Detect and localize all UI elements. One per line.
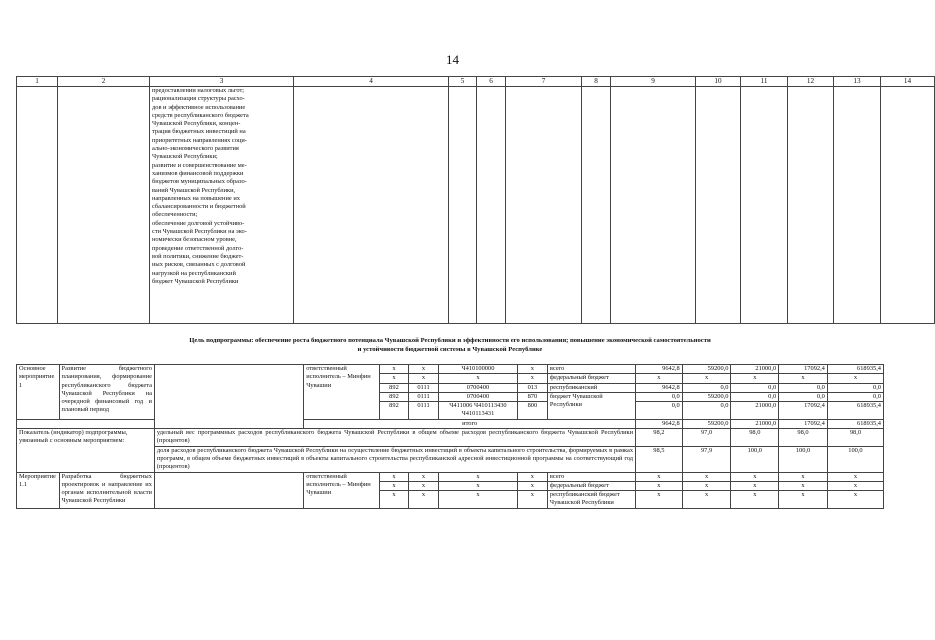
task-line: бюджет Чувашской Республики (152, 277, 239, 285)
column-numbers-row (17, 77, 935, 87)
task-line: ных рисков, связанных с долговой (152, 261, 246, 269)
cell-value: 98,2 (636, 429, 683, 447)
task-line: нагрузкой на республиканский (152, 269, 236, 277)
cell-value: 21000,0 (731, 419, 779, 428)
col-number: 4 (294, 77, 449, 87)
cell-target: 0700400 (439, 392, 518, 401)
cell-value: 0,0 (682, 402, 731, 420)
task-line: средств республиканского бюджета (152, 111, 249, 119)
cell-source: всего (547, 365, 635, 374)
tasks-row (17, 87, 935, 324)
events-table (16, 364, 884, 509)
cell-section: 0111 (408, 392, 438, 401)
col-number: 8 (582, 77, 611, 87)
cell-value: 59200,0 (682, 392, 731, 401)
goal-line: и устойчивости бюджетной системы в Чувашской Республике (357, 346, 543, 353)
task-line: Чувашской Республики, концен- (152, 120, 241, 128)
cell-expense-group: x (517, 491, 547, 509)
cell-target: x (439, 481, 518, 490)
cell-value: 97,0 (682, 429, 731, 447)
cell-value: 21000,0 (731, 402, 779, 420)
cell-target: x (439, 472, 518, 481)
page-number: 14 (446, 52, 459, 67)
col-number: 12 (788, 77, 834, 87)
event-row (17, 472, 884, 481)
task-line: предоставлении налоговых льгот; (152, 87, 245, 94)
task-line: номически безопасном уровне, (152, 236, 237, 244)
task-line: ханизмов финансовой поддержки (152, 169, 244, 177)
cell-section: x (408, 365, 438, 374)
col-number: 9 (611, 77, 696, 87)
cell-value: 0,0 (636, 392, 683, 401)
cell-target: x (439, 374, 518, 383)
cell-source: бюджет Чувашской Республики (547, 392, 635, 419)
col-number: 5 (449, 77, 477, 87)
cell-grbs: 892 (379, 392, 408, 401)
event-executor: ответственный исполнитель – Минфин Чувашии (304, 472, 380, 508)
task-line: бюджетов муниципальных образо- (152, 178, 247, 186)
cell-expense-group: x (517, 481, 547, 490)
tasks-text (150, 87, 294, 324)
task-line: сбалансированности и бюджетной (152, 203, 246, 211)
cell-value: 17092,4 (779, 419, 828, 428)
cell-value: x (827, 481, 883, 490)
cell-target: Ч410100000 (439, 365, 518, 374)
cell-expense-group: x (517, 365, 547, 374)
cell-source: республиканский (547, 383, 635, 392)
task-line: рационализация структуры расхо- (152, 95, 245, 103)
cell-value: 0,0 (731, 383, 779, 392)
cell-grbs: x (379, 374, 408, 383)
subprogram-goal (16, 336, 884, 354)
cell-value: 0,0 (827, 383, 883, 392)
cell-section: x (408, 491, 438, 509)
cell-expense-group: x (517, 374, 547, 383)
cell-section: x (408, 472, 438, 481)
col-number: 14 (881, 77, 935, 87)
task-line: обеспеченности; (152, 211, 198, 219)
col-number: 10 (696, 77, 741, 87)
task-line: вой политики, снижение бюджет- (152, 252, 244, 260)
task-line: ально-экономического развития (152, 145, 239, 153)
cell-section: x (408, 481, 438, 490)
indicator-text: удельный вес программных расходов республиканского бюджета Чувашской Республики в общем объеме расходов республиканского бюджета Чувашской Республики (процентов) (154, 429, 635, 447)
task-line: дов и эффективное использование (152, 103, 246, 111)
col-number: 7 (506, 77, 582, 87)
cell-target: 0700400 (439, 383, 518, 392)
cell-value: x (731, 472, 779, 481)
indicator-row (17, 429, 884, 447)
event-name: Разработка бюджетных проектировок и направление их органам исполнительной власти Чувашской Республики (59, 472, 154, 508)
cell-value: 0,0 (779, 392, 828, 401)
event-type: Основное мероприятие 1 (17, 365, 60, 420)
col-number: 2 (58, 77, 150, 87)
main-event-row (17, 365, 884, 374)
cell-value: 98,0 (827, 429, 883, 447)
cell-value: x (636, 481, 683, 490)
cell-value: 9642,8 (636, 365, 683, 374)
col-number: 11 (741, 77, 788, 87)
task-line: Чувашской Республики; (152, 153, 218, 161)
cell-source: республиканский бюджет Чувашской Республики (547, 491, 635, 509)
cell-grbs: x (379, 491, 408, 509)
cell-grbs: x (379, 472, 408, 481)
event-executor: ответственный исполнитель – Минфин Чувашии (304, 365, 380, 420)
cell-value: x (779, 481, 828, 490)
task-line: проведение ответственной долго- (152, 244, 244, 252)
cell-source: федеральный бюджет (547, 481, 635, 490)
cell-value: 9642,8 (636, 419, 683, 428)
cell-section: x (408, 374, 438, 383)
cell-value: x (636, 472, 683, 481)
cell-value: 0,0 (827, 392, 883, 401)
task-line: обеспечение долговой устойчиво- (152, 219, 245, 227)
col-number: 3 (150, 77, 294, 87)
cell-value: 17092,4 (779, 365, 828, 374)
cell-value: x (682, 491, 731, 509)
cell-section: 0111 (408, 402, 438, 420)
task-line: развитие и совершенствование ме- (152, 161, 247, 169)
cell-value: x (827, 472, 883, 481)
cell-value: x (779, 374, 828, 383)
col-number: 6 (477, 77, 506, 87)
cell-value: 98,5 (636, 446, 683, 472)
cell-value: x (779, 472, 828, 481)
col-number: 1 (17, 77, 58, 87)
cell-grbs: 892 (379, 383, 408, 392)
cell-expense-group: 800 (517, 402, 547, 420)
cell-value: 98,0 (731, 429, 779, 447)
cell-value: 17092,4 (779, 402, 828, 420)
cell-value: 21000,0 (731, 365, 779, 374)
cell-value: 0,0 (731, 392, 779, 401)
cell-value: x (827, 374, 883, 383)
task-line: приоритетных направлениях соци- (152, 136, 247, 144)
cell-value: x (682, 374, 731, 383)
total-label: итого (304, 419, 636, 428)
task-line: ваний Чувашской Республики, (152, 186, 236, 194)
cell-value: 59200,0 (682, 365, 731, 374)
event-type: Мероприятие 1.1 (17, 472, 60, 508)
task-line: трация бюджетных инвестиций на (152, 128, 246, 136)
total-row (17, 419, 884, 428)
task-line: направленных на повышение их (152, 194, 240, 202)
cell-grbs: x (379, 481, 408, 490)
cell-value: 618935,4 (827, 365, 883, 374)
cell-source: федеральный бюджет (547, 374, 635, 383)
cell-value: x (827, 491, 883, 509)
cell-value: x (682, 481, 731, 490)
cell-target: x (439, 491, 518, 509)
cell-value: x (636, 491, 683, 509)
indicator-label: Показатель (индикатор) подпрограммы, увязанный с основным мероприятием: (17, 429, 155, 472)
cell-target: Ч411006 Ч410113430 Ч410113431 (439, 402, 518, 420)
cell-expense-group: 870 (517, 392, 547, 401)
cell-value: x (636, 374, 683, 383)
cell-value: 0,0 (682, 383, 731, 392)
cell-value: 618935,4 (827, 402, 883, 420)
cell-value: 0,0 (779, 383, 828, 392)
cell-source: всего (547, 472, 635, 481)
cell-value: 100,0 (779, 446, 828, 472)
cell-grbs: x (379, 365, 408, 374)
goal-line: Цель подпрограммы: обеспечение роста бюджетного потенциала Чувашской Республики и эффективности его использования; повышение экономической самостоятельности (189, 337, 711, 344)
cell-value: 97,9 (682, 446, 731, 472)
event-name: Развитие бюджетного планирования, формирование республиканского бюджета Чувашской Республики на очередной финансовый год и плановый период (59, 365, 154, 420)
cell-value: x (682, 472, 731, 481)
cell-value: 100,0 (731, 446, 779, 472)
col-number: 13 (834, 77, 881, 87)
cell-value: 100,0 (827, 446, 883, 472)
indicator-text: доля расходов республиканского бюджета Чувашской Республики на осуществление бюджетных инвестиций в объекты капитального строительства, формируемых в рамках программ, в общем объеме бюджетных инвестиций в объекты капитального строительства республиканской адресной инвестиционной программы на соответствующий год (процентов) (154, 446, 635, 472)
cell-value: x (731, 374, 779, 383)
cell-value: x (731, 491, 779, 509)
cell-value: 98,0 (779, 429, 828, 447)
cell-grbs: 892 (379, 402, 408, 420)
continuation-table (16, 76, 935, 324)
cell-expense-group: 013 (517, 383, 547, 392)
cell-expense-group: x (517, 472, 547, 481)
cell-value: x (731, 481, 779, 490)
cell-value: 59200,0 (682, 419, 731, 428)
cell-section: 0111 (408, 383, 438, 392)
cell-value: 0,0 (636, 402, 683, 420)
task-line: сти Чувашской Республики на эко- (152, 228, 247, 236)
cell-value: 618935,4 (827, 419, 883, 428)
cell-value: 9642,8 (636, 383, 683, 392)
cell-value: x (779, 491, 828, 509)
